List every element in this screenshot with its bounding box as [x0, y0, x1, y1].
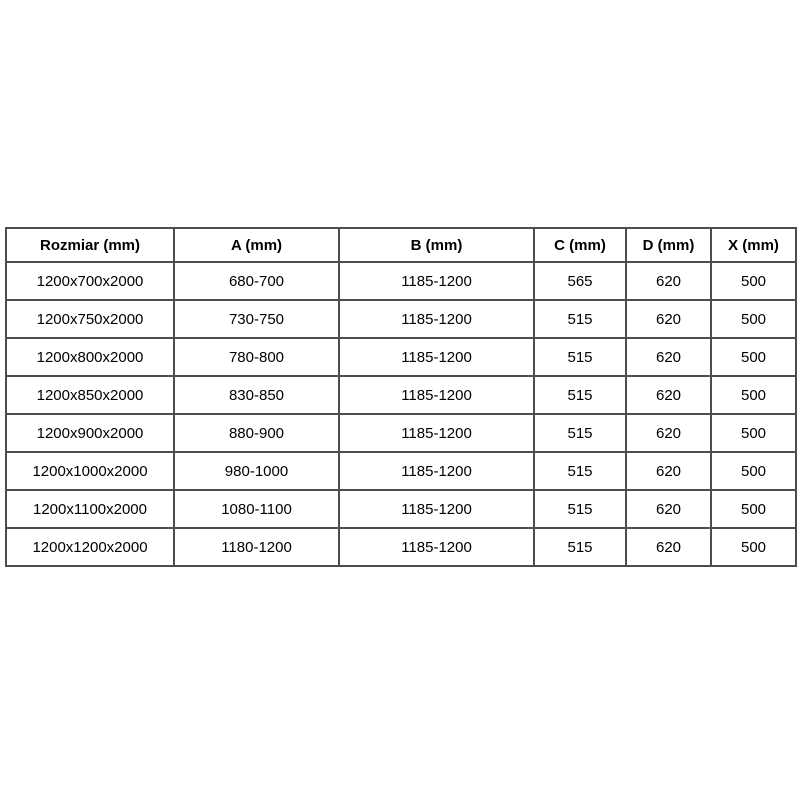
cell-d: 620: [626, 490, 711, 528]
cell-x: 500: [711, 376, 796, 414]
cell-rozmiar: 1200x750x2000: [6, 300, 174, 338]
cell-rozmiar: 1200x900x2000: [6, 414, 174, 452]
cell-d: 620: [626, 528, 711, 566]
cell-d: 620: [626, 376, 711, 414]
cell-a: 830-850: [174, 376, 339, 414]
dimensions-table-container: [5, 227, 797, 567]
cell-x: 500: [711, 300, 796, 338]
cell-x: 500: [711, 528, 796, 566]
header-cell-x: X (mm): [711, 228, 796, 262]
cell-x: 500: [711, 262, 796, 300]
table-row: [6, 262, 796, 300]
cell-b: 1185-1200: [339, 300, 534, 338]
cell-rozmiar: 1200x700x2000: [6, 262, 174, 300]
cell-x: 500: [711, 414, 796, 452]
cell-a: 780-800: [174, 338, 339, 376]
cell-d: 620: [626, 452, 711, 490]
cell-a: 730-750: [174, 300, 339, 338]
cell-rozmiar: 1200x1200x2000: [6, 528, 174, 566]
cell-rozmiar: 1200x800x2000: [6, 338, 174, 376]
cell-c: 565: [534, 262, 626, 300]
cell-x: 500: [711, 452, 796, 490]
cell-a: 880-900: [174, 414, 339, 452]
cell-rozmiar: 1200x1100x2000: [6, 490, 174, 528]
cell-b: 1185-1200: [339, 338, 534, 376]
table-row: [6, 300, 796, 338]
cell-rozmiar: 1200x850x2000: [6, 376, 174, 414]
cell-b: 1185-1200: [339, 376, 534, 414]
cell-rozmiar: 1200x1000x2000: [6, 452, 174, 490]
cell-d: 620: [626, 262, 711, 300]
cell-c: 515: [534, 338, 626, 376]
cell-c: 515: [534, 376, 626, 414]
dimensions-table: [5, 227, 797, 567]
cell-b: 1185-1200: [339, 452, 534, 490]
cell-b: 1185-1200: [339, 490, 534, 528]
header-cell-c: C (mm): [534, 228, 626, 262]
table-row: [6, 528, 796, 566]
cell-c: 515: [534, 490, 626, 528]
cell-x: 500: [711, 490, 796, 528]
cell-c: 515: [534, 452, 626, 490]
table-row: [6, 338, 796, 376]
table-row: [6, 376, 796, 414]
cell-b: 1185-1200: [339, 528, 534, 566]
cell-b: 1185-1200: [339, 262, 534, 300]
header-cell-d: D (mm): [626, 228, 711, 262]
cell-d: 620: [626, 338, 711, 376]
header-cell-rozmiar: Rozmiar (mm): [6, 228, 174, 262]
cell-d: 620: [626, 414, 711, 452]
header-cell-b: B (mm): [339, 228, 534, 262]
header-row: [6, 228, 796, 262]
cell-c: 515: [534, 414, 626, 452]
cell-d: 620: [626, 300, 711, 338]
table-row: [6, 452, 796, 490]
cell-c: 515: [534, 300, 626, 338]
cell-a: 1080-1100: [174, 490, 339, 528]
cell-x: 500: [711, 338, 796, 376]
cell-a: 680-700: [174, 262, 339, 300]
cell-b: 1185-1200: [339, 414, 534, 452]
table-row: [6, 490, 796, 528]
table-row: [6, 414, 796, 452]
header-cell-a: A (mm): [174, 228, 339, 262]
cell-a: 1180-1200: [174, 528, 339, 566]
cell-a: 980-1000: [174, 452, 339, 490]
cell-c: 515: [534, 528, 626, 566]
